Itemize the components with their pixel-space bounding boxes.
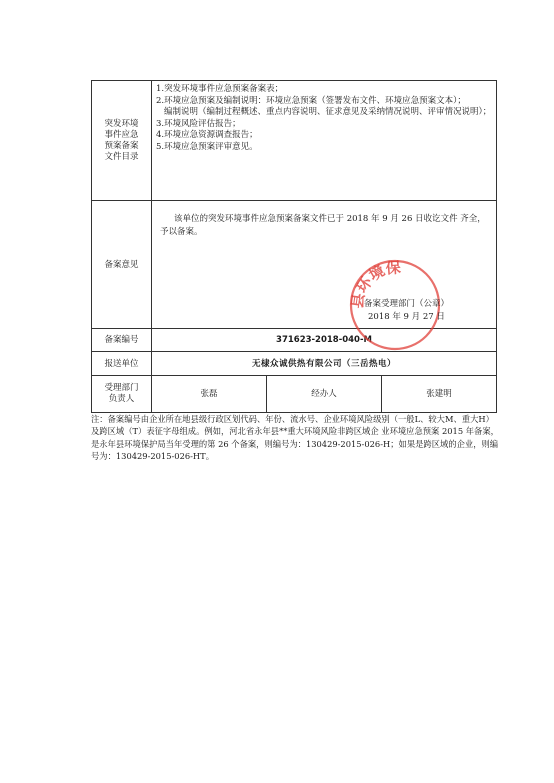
filing-code: 371623-2018-040-M bbox=[152, 329, 497, 352]
receiving-dept: 备案受理部门（公章） bbox=[364, 299, 450, 309]
file-item-1: 1.突发环境事件应急预案备案表； bbox=[156, 84, 284, 94]
file-item-4: 4.环境应急资源调查报告； bbox=[156, 130, 258, 140]
filing-date: 2018 年 9 月 27 日 bbox=[368, 312, 445, 322]
seal-text: 县环境保 bbox=[348, 258, 402, 310]
handler-name: 张建明 bbox=[382, 376, 497, 413]
files-list bbox=[152, 81, 497, 201]
filing-table bbox=[91, 80, 497, 413]
opinion-cell bbox=[152, 201, 497, 329]
opinion-text: 该单位的突发环境事件应急预案备案文件已于 2018 年 9 月 26 日收讫文件 齐全，予以备案。 bbox=[160, 214, 486, 237]
footnote: 注：备案编号由企业所在地县级行政区划代码、年份、流水号、企业环境风险级别（一般L、较大M、重大H）及跨区域（T）表征字母组成。例如，河北省永年县**重大环境风险非跨区域企 业环境应急预案 2015 年备案，是永年县环境保护局当年受理的第 26 个备案，则编号为：130429-2015-026-H；如果是跨区域的企业，则编号为：130429-2015-026-HT。 bbox=[91, 414, 499, 461]
opinion-label: 备案意见 bbox=[92, 201, 152, 329]
files-label: 突发环境 事件应急 预案备案 文件目录 bbox=[92, 81, 152, 201]
file-item-5: 5.环境应急预案评审意见。 bbox=[156, 141, 258, 152]
submitting-unit: 无棣众诚供热有限公司（三岳热电） bbox=[152, 352, 497, 376]
file-item-2-cont: 编制说明（编制过程概述、重点内容说明、征求意见及采纳情况说明、评审情况说明）； bbox=[164, 107, 492, 117]
code-label: 备案编号 bbox=[92, 329, 152, 352]
resp-label: 受理部门 负责人 bbox=[92, 376, 152, 413]
file-item-2: 2.环境应急预案及编制说明：环境应急预案（签署发布文件、环境应急预案文本）； bbox=[156, 95, 466, 106]
unit-label: 报送单位 bbox=[92, 352, 152, 376]
file-item-3: 3.环境风险评估报告； bbox=[156, 118, 241, 129]
resp-name: 张磊 bbox=[152, 376, 267, 413]
handler-label: 经办人 bbox=[267, 376, 382, 413]
